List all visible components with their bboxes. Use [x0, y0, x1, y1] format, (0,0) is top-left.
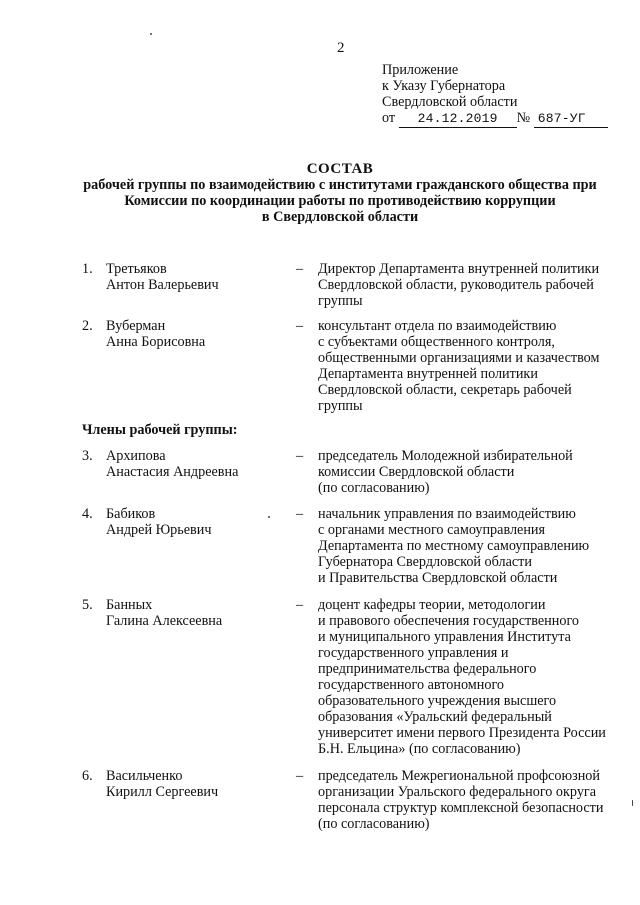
position-line: Директор Департамента внутренней политики [318, 261, 600, 277]
position-line: предпринимательства федерального [318, 661, 537, 677]
position-line: и Правительства Свердловской области [318, 570, 558, 586]
document-title [60, 161, 620, 225]
entry-dash: – [296, 768, 304, 784]
member-name [106, 318, 286, 350]
member-surname: Вуберман [106, 318, 166, 334]
position-line: и правового обеспечения государственного [318, 613, 579, 629]
position-line: персонала структур комплексной безопасности [318, 800, 604, 816]
member-position [318, 261, 618, 309]
scan-speck [150, 33, 152, 35]
position-line: общественными организациями и казачеством [318, 350, 600, 366]
position-line: и муниципального управления Института [318, 629, 571, 645]
number-label: № [516, 110, 531, 126]
appendix-line-2: к Указу Губернатора [382, 78, 506, 94]
position-line: группы [318, 398, 363, 414]
position-line: председатель Молодежной избирательной [318, 448, 573, 464]
position-line: Свердловской области, руководитель рабочей [318, 277, 594, 293]
entry-number: 3. [82, 448, 93, 464]
position-line: образования «Уральский федеральный [318, 709, 552, 725]
position-line: организации Уральского федерального округа [318, 784, 597, 800]
member-name [106, 448, 286, 480]
appendix-header [382, 62, 622, 128]
member-position [318, 597, 618, 757]
member-surname: Бабиков [106, 506, 156, 522]
member-given-name: Галина Алексеевна [106, 613, 223, 629]
member-given-name: Андрей Юрьевич [106, 522, 212, 538]
appendix-line-3: Свердловской области [382, 94, 518, 110]
from-label: от [382, 110, 396, 126]
member-name [106, 597, 286, 629]
position-line: начальник управления по взаимодействию [318, 506, 576, 522]
entry-dash: – [296, 448, 304, 464]
entry-dash: – [296, 506, 304, 522]
position-line: образовательного учреждения высшего [318, 693, 557, 709]
position-line: университет имени первого Президента России [318, 725, 606, 741]
member-name [106, 261, 286, 293]
member-surname: Банных [106, 597, 153, 613]
entry-number: 5. [82, 597, 93, 613]
position-line: (по согласованию) [318, 816, 430, 832]
position-line: (по согласованию) [318, 480, 430, 496]
member-position [318, 768, 618, 832]
member-position [318, 506, 618, 586]
position-line: Б.Н. Ельцина» (по согласованию) [318, 741, 521, 757]
position-line: комиссии Свердловской области [318, 464, 515, 480]
title-heading: СОСТАВ [306, 161, 374, 177]
entry-number: 4. [82, 506, 93, 522]
position-line: Департамента по местному самоуправлению [318, 538, 590, 554]
position-line: доцент кафедры теории, методологии [318, 597, 546, 613]
appendix-line-1: Приложение [382, 62, 459, 78]
member-surname: Архипова [106, 448, 166, 464]
appendix-date-line [382, 110, 622, 128]
member-given-name: Антон Валерьевич [106, 277, 219, 293]
member-given-name: Кирилл Сергеевич [106, 784, 219, 800]
title-line-2: Комиссии по координации работы по противодействию коррупции [124, 193, 556, 209]
entry-number: 1. [82, 261, 93, 277]
decree-number: 687-УГ [534, 111, 608, 128]
position-line: Департамента внутренней политики [318, 366, 538, 382]
member-name [106, 768, 286, 800]
member-surname: Третьяков [106, 261, 167, 277]
title-line-3: в Свердловской области [261, 209, 419, 225]
scan-speck [632, 800, 633, 806]
members-heading: Члены рабочей группы: [82, 422, 238, 438]
position-line: Свердловской области, секретарь рабочей [318, 382, 572, 398]
page-number: 2 [337, 40, 345, 56]
entry-dash: – [296, 318, 304, 334]
position-line: с органами местного самоуправления [318, 522, 546, 538]
position-line: с субъектами общественного контроля, [318, 334, 555, 350]
member-given-name: Анастасия Андреевна [106, 464, 239, 480]
position-line: консультант отдела по взаимодействию [318, 318, 557, 334]
entry-dash: – [296, 597, 304, 613]
position-line: группы [318, 293, 363, 309]
member-name [106, 506, 286, 538]
entry-dash: – [296, 261, 304, 277]
position-line: Губернатора Свердловской области [318, 554, 532, 570]
position-line: государственного управления и [318, 645, 509, 661]
member-given-name: Анна Борисовна [106, 334, 206, 350]
position-line: государственного автономного [318, 677, 505, 693]
decree-date: 24.12.2019 [399, 111, 517, 128]
member-position [318, 448, 618, 496]
entry-number: 6. [82, 768, 93, 784]
title-line-1: рабочей группы по взаимодействию с институтами гражданского общества при [83, 177, 597, 193]
member-position [318, 318, 618, 414]
member-surname: Васильченко [106, 768, 183, 784]
entry-number: 2. [82, 318, 93, 334]
position-line: председатель Межрегиональной профсоюзной [318, 768, 600, 784]
